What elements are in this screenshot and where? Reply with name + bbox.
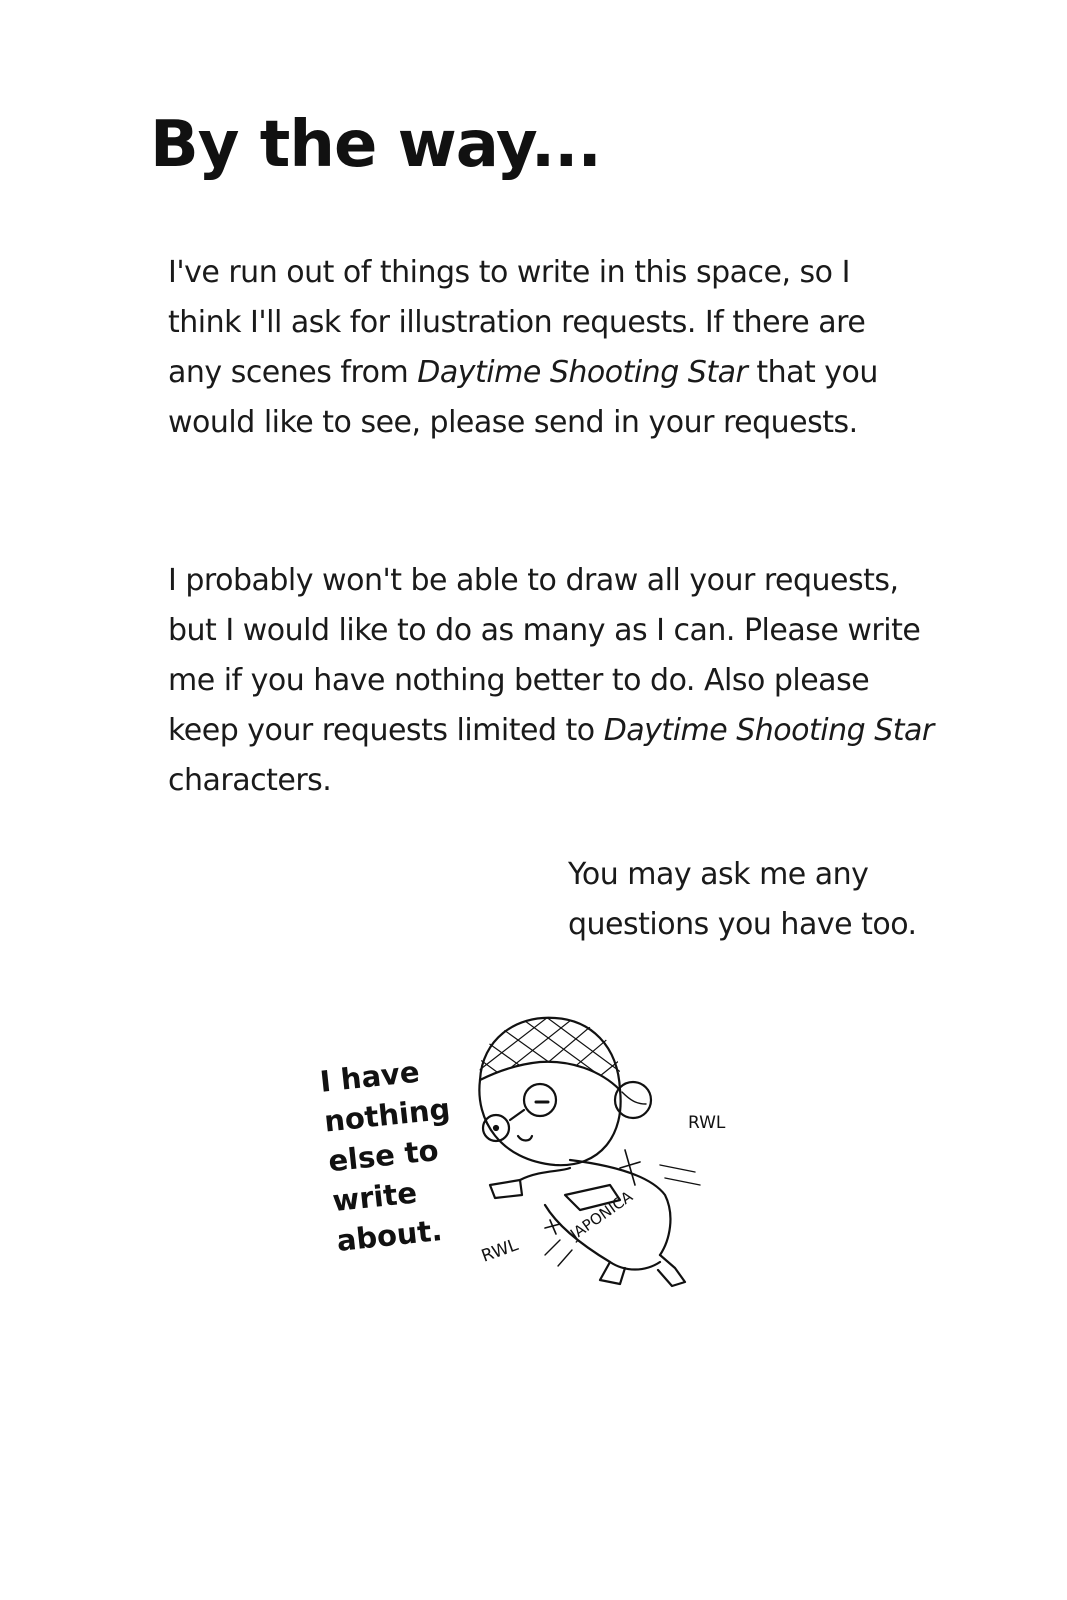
arm-left: [490, 1180, 522, 1198]
series-title: Daytime Shooting Star: [417, 355, 748, 390]
foot-left: [600, 1262, 625, 1284]
shirt-label: JAPONICA: [566, 1187, 636, 1244]
bubble-line-3: else to: [326, 1133, 441, 1179]
glasses-left: [524, 1084, 556, 1116]
bubble-line-2: nothing: [322, 1091, 452, 1139]
p1-line-4: would like to see, please send in your requests.: [168, 405, 858, 440]
p3-line-1: You may ask me any: [568, 857, 869, 892]
smile: [518, 1136, 532, 1141]
paragraph-requests: [168, 248, 968, 448]
paragraph-questions: [568, 850, 968, 950]
motion-lines: [660, 1165, 700, 1185]
foot-right: [658, 1255, 685, 1286]
paragraph-limits: [168, 556, 968, 806]
series-title: Daytime Shooting Star: [603, 713, 934, 748]
page-title: By the way...: [150, 108, 601, 182]
hairline: [480, 1062, 620, 1090]
sfx-rwl-right: RWL: [688, 1113, 726, 1133]
sfx-rwl-left: RWL: [478, 1235, 521, 1267]
p1-line-2: think I'll ask for illustration requests. If there are: [168, 305, 866, 340]
bubble-line-1: I have: [318, 1054, 422, 1099]
p2-line-1: I probably won't be able to draw all your requests,: [168, 563, 899, 598]
p2-line-4-pre: keep your requests limited to: [168, 713, 604, 748]
p1-line-1: I've run out of things to write in this space, so I: [168, 255, 850, 290]
p3-line-2: questions you have too.: [568, 907, 917, 942]
bubble-line-5: about.: [335, 1213, 444, 1258]
p2-line-2: but I would like to do as many as I can. Please write: [168, 613, 921, 648]
author-chibi-illustration: [460, 1000, 740, 1300]
p1-line-3-pre: any scenes from: [168, 355, 418, 390]
bubble-line-4: write: [330, 1175, 419, 1219]
p1-line-3-post: that you: [747, 355, 878, 390]
p2-line-3: me if you have nothing better to do. Also please: [168, 663, 870, 698]
p2-line-5: characters.: [168, 763, 332, 798]
